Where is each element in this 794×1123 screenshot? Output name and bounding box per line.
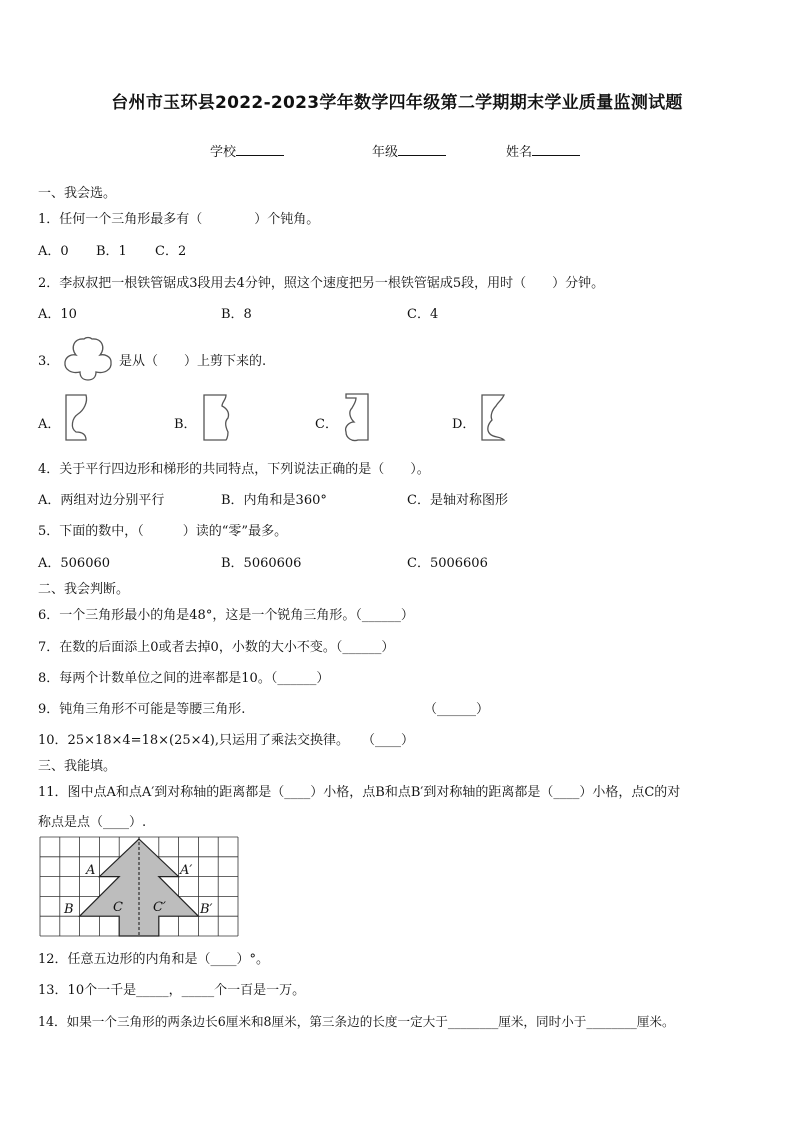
cloud-shape-figure	[62, 334, 114, 384]
q11-line-1: 11．图中点A和点A′到对称轴的距离都是（____）小格，点B和点B′到对称轴的距离都是（____）小格，点C的对	[38, 785, 681, 800]
option-d-cut-figure	[476, 392, 510, 446]
q3-option-d[interactable]: D．	[452, 417, 476, 432]
q6-text: 6．一个三角形最小的角是48°，这是一个锐角三角形。（______）	[38, 608, 414, 623]
school-label: 学校	[210, 145, 237, 160]
q3-option-b[interactable]: B．	[174, 417, 197, 432]
point-a-label: A	[86, 863, 96, 878]
q2-option-b[interactable]: B．8	[221, 307, 252, 322]
q9-answer-blank[interactable]: （______）	[424, 702, 490, 717]
q8-text: 8．每两个计数单位之间的进率都是10。（______）	[38, 671, 330, 686]
name-label: 姓名	[506, 145, 533, 160]
page-title: 台州市玉环县2022-2023学年数学四年级第二学期期末学业质量监测试题	[111, 93, 683, 113]
point-a-prime-label: A′	[180, 863, 193, 878]
q10-answer-blank[interactable]: （____）	[362, 733, 415, 748]
symmetry-grid-figure	[40, 837, 238, 937]
q4-option-b[interactable]: B．内角和是360°	[221, 493, 327, 508]
option-a-cut-figure	[62, 392, 92, 444]
q11-line-2: 称点是点（____）.	[38, 815, 147, 830]
name-field	[506, 141, 580, 160]
q5-option-b[interactable]: B．5060606	[221, 556, 302, 571]
q1-option-b[interactable]: B．1	[96, 244, 127, 259]
q7-text: 7．在数的后面添上0或者去掉0，小数的大小不变。（______）	[38, 640, 395, 655]
q4-stem: 4．关于平行四边形和梯形的共同特点，下列说法正确的是（ ）。	[38, 462, 430, 477]
q5-stem: 5．下面的数中，（ ）读的“零”最多。	[38, 524, 288, 539]
q12-text: 12．任意五边形的内角和是（____）°。	[38, 952, 270, 967]
grade-blank[interactable]	[398, 143, 446, 156]
grade-field	[372, 141, 446, 160]
q2-stem: 2．李叔叔把一根铁管锯成3段用去4分钟，照这个速度把另一根铁管锯成5段，用时（ ）分钟。	[38, 276, 605, 291]
q3-option-a[interactable]: A．	[38, 417, 61, 432]
point-b-prime-label: B′	[200, 902, 213, 917]
q4-option-c[interactable]: C．是轴对称图形	[407, 493, 508, 508]
q1-stem: 1．任何一个三角形最多有（ ）个钝角。	[38, 212, 320, 227]
q1-option-c[interactable]: C．2	[155, 244, 187, 259]
point-b-label: B	[64, 902, 74, 917]
q14-text: 14．如果一个三角形的两条边长6厘米和8厘米，第三条边的长度一定大于________厘米，同时小于________厘米。	[38, 1014, 675, 1029]
q9-stem: 9．钝角三角形不可能是等腰三角形.	[38, 702, 246, 717]
q5-option-a[interactable]: A．506060	[38, 556, 111, 571]
school-blank[interactable]	[236, 143, 284, 156]
option-b-cut-figure	[200, 392, 234, 444]
q2-option-a[interactable]: A．10	[38, 307, 77, 322]
section-3-heading: 三、我能填。	[38, 759, 117, 774]
q5-option-c[interactable]: C．5006606	[407, 556, 488, 571]
q1-option-a[interactable]: A．0	[38, 244, 69, 259]
q3-number: 3．	[38, 354, 60, 369]
q4-option-a[interactable]: A．两组对边分别平行	[38, 493, 165, 508]
point-c-prime-label: C′	[153, 900, 166, 915]
q13-text: 13．10个一千是_____，_____个一百是一万。	[38, 983, 306, 998]
school-field	[210, 141, 284, 160]
section-2-heading: 二、我会判断。	[38, 582, 130, 597]
option-c-cut-figure	[340, 390, 374, 446]
point-c-label: C	[113, 900, 123, 915]
grade-label: 年级	[372, 145, 399, 160]
q3-option-c[interactable]: C．	[315, 417, 338, 432]
q2-option-c[interactable]: C．4	[407, 307, 439, 322]
name-blank[interactable]	[532, 143, 580, 156]
section-1-heading: 一、我会选。	[38, 186, 117, 201]
q10-stem: 10．25×18×4=18×(25×4),只运用了乘法交换律。	[38, 733, 349, 748]
q3-stem: 是从（ ）上剪下来的.	[119, 354, 267, 369]
